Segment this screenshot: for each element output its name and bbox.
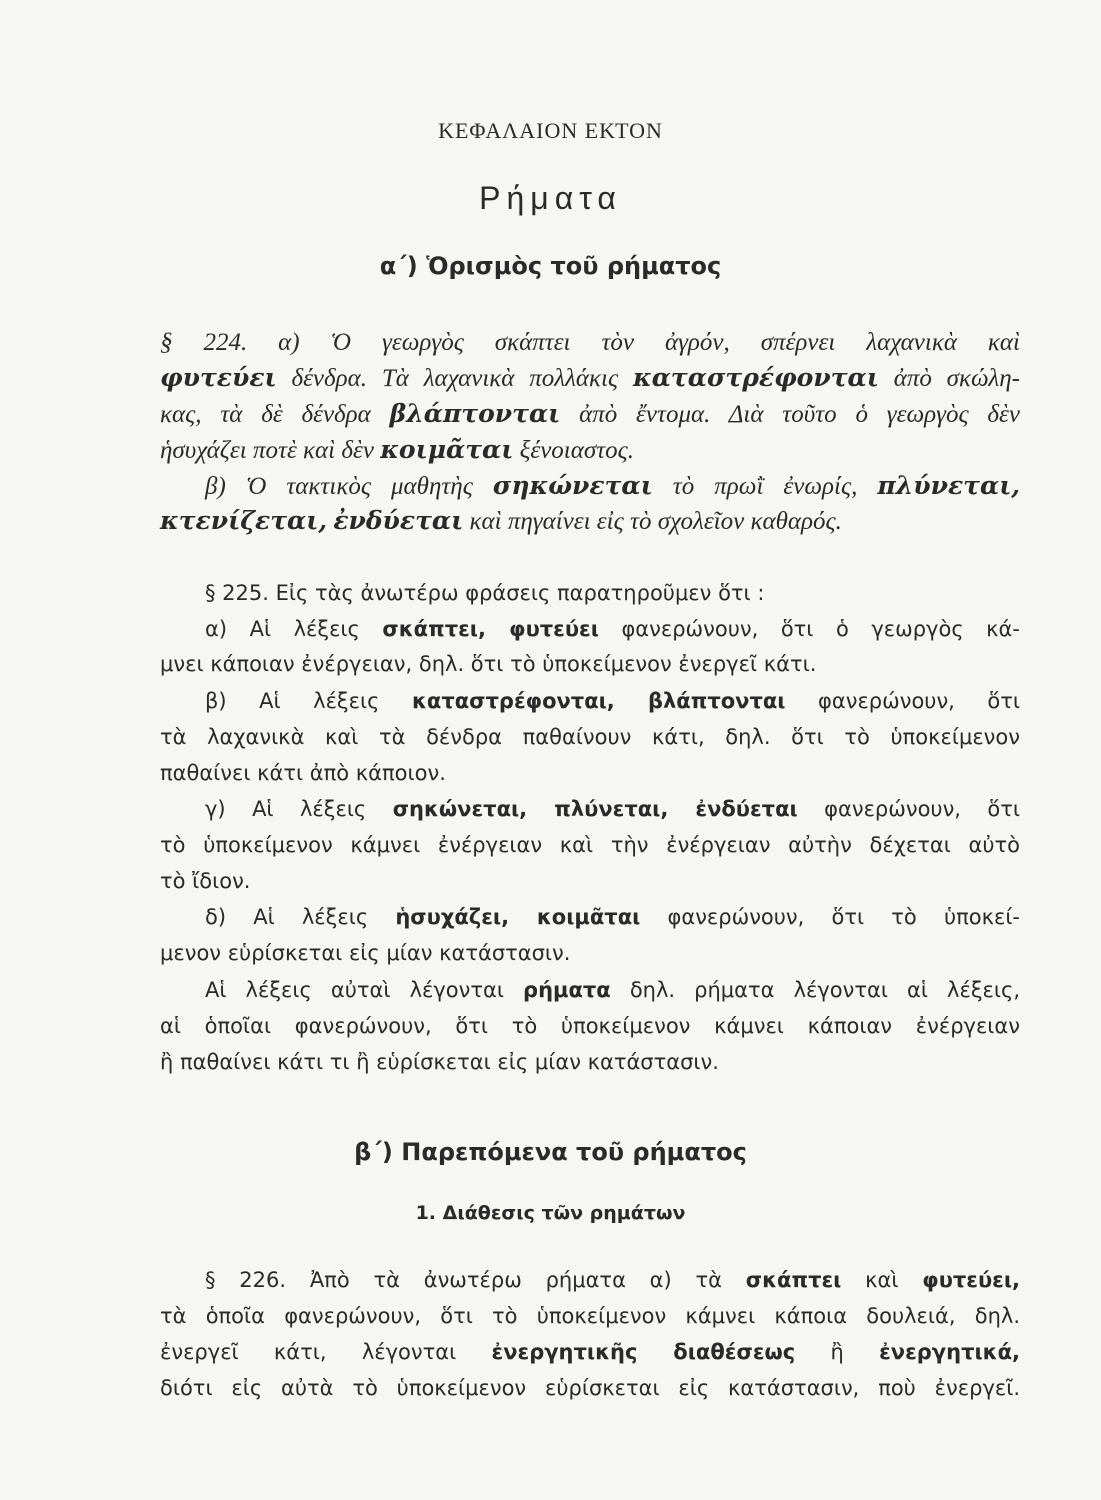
section-heading-a: α΄) Ὁρισμὸς τοῦ ρήματος [379,252,722,280]
p225-line-6: παθαίνει κάτι ἀπὸ κάποιον. [160,761,446,785]
p226-line-2: τὰ ὁποῖα φανερώνουν, ὅτι τὸ ὑποκείμενον κάμνει κάποια δουλειά, δηλ. [160,1304,1020,1328]
keyword: κοιμᾶται [380,435,514,464]
page-title: Ρήματα [479,180,622,216]
subsection-heading: 1. Διάθεσις τῶν ρημάτων [415,1202,686,1224]
keyword: βλάπτονται [389,399,561,428]
p224-line-6: κτενίζεται, ἐνδύεται καὶ πηγαίνει εἰς τὸ σχολεῖον καθαρός. [160,506,842,535]
p225-line-4: β) Αἱ λέξεις καταστρέφονται, βλάπτονται φανερώνουν, ὅτι [205,689,1020,713]
p225-line-12: Αἱ λέξεις αὐταὶ λέγονται ρήματα δηλ. ρήματα λέγονται αἱ λέξεις, [205,978,1020,1002]
p225-line-3: μνει κάποιαν ἐνέργειαν, δηλ. ὅτι τὸ ὑποκείμενον ἐνεργεῖ κάτι. [160,652,817,676]
keyword: ἡσυχάζει, κοιμᾶται [395,905,641,929]
p225-line-2: α) Αἱ λέξεις σκάπτει, φυτεύει φανερώνουν, ὅτι ὁ γεωργὸς κά- [205,617,1020,641]
keyword: σκάπτει [745,1268,842,1292]
keyword: σηκώνεται [492,471,653,500]
p225-line-1: § 225. Εἰς τὰς ἀνωτέρω φράσεις παρατηροῦμεν ὅτι : [205,581,765,605]
p224-line-2: φυτεύει δένδρα. Τὰ λαχανικὰ πολλάκις καταστρέφονται ἀπὸ σκώλη- [160,363,1020,392]
p225-line-10: δ) Αἱ λέξεις ἡσυχάζει, κοιμᾶται φανερώνουν, ὅτι τὸ ὑποκεί- [205,905,1021,929]
section-heading-b: β΄) Παρεπόμενα τοῦ ρήματος [354,1138,747,1166]
p225-line-14: ἢ παθαίνει κάτι τι ἢ εὑρίσκεται εἰς μίαν κατάστασιν. [160,1050,719,1074]
p226-line-1: § 226. Ἀπὸ τὰ ἀνωτέρω ρήματα α) τὰ σκάπτει καὶ φυτεύει, [205,1268,1020,1292]
p225-line-5: τὰ λαχανικὰ καὶ τὰ δένδρα παθαίνουν κάτι, δηλ. ὅτι τὸ ὑποκείμενον [160,725,1020,749]
p225-line-7: γ) Αἱ λέξεις σηκώνεται, πλύνεται, ἐνδύεται φανερώνουν, ὅτι [205,797,1021,821]
keyword: σηκώνεται, πλύνεται, ἐνδύεται [392,797,798,821]
p224-line-5: β) Ὁ τακτικὸς μαθητὴς σηκώνεται τὸ πρωῒ ἐνωρίς, πλύνεται, [205,471,1020,500]
keyword: καταστρέφονται [632,363,879,392]
chapter-heading: ΚΕΦΑΛΑΙΟΝ ΕΚΤΟΝ [438,118,663,143]
keyword: φυτεύει [160,363,277,392]
p225-line-8: τὸ ὑποκείμενον κάμνει ἐνέργειαν καὶ τὴν ἐνέργειαν αὐτὴν δέχεται αὐτὸ [160,833,1020,857]
p225-line-9: τὸ ἴδιον. [160,869,251,893]
keyword: ἐνεργητικῆς διαθέσεως [491,1340,796,1364]
keyword: ρήματα [523,978,611,1002]
keyword: καταστρέφονται, βλάπτονται [411,689,786,713]
p224-line-3: κας, τὰ δὲ δένδρα βλάπτονται ἀπὸ ἔντομα. Διὰ τοῦτο ὁ γεωργὸς δὲν [160,399,1020,428]
p225-line-11: μενον εὑρίσκεται εἰς μίαν κατάστασιν. [160,941,571,965]
keyword: κτενίζεται, [160,506,328,535]
p226-line-4: διότι εἰς αὐτὰ τὸ ὑποκείμενον εὑρίσκεται εἰς κατάστασιν, ποὺ ἐνεργεῖ. [160,1376,1020,1400]
p225-line-13: αἱ ὁποῖαι φανερώνουν, ὅτι τὸ ὑποκείμενον κάμνει κάποιαν ἐνέργειαν [160,1014,1020,1038]
p224-line-4: ἡσυχάζει ποτὲ καὶ δὲν κοιμᾶται ξένοιαστος. [160,435,635,464]
keyword: ἐνδύεται [333,506,464,535]
keyword: φυτεύει, [922,1268,1020,1292]
keyword: πλύνεται, [877,471,1020,500]
keyword: σκάπτει, φυτεύει [382,617,599,641]
p224-line-1: § 224. α) Ὁ γεωργὸς σκάπτει τὸν ἀγρόν, σπέρνει λαχανικὰ καὶ [160,329,1020,356]
p226-line-3: ἐνεργεῖ κάτι, λέγονται ἐνεργητικῆς διαθέσεως ἢ ἐνεργητικά, [160,1340,1020,1364]
keyword: ἐνεργητικά, [879,1340,1020,1364]
